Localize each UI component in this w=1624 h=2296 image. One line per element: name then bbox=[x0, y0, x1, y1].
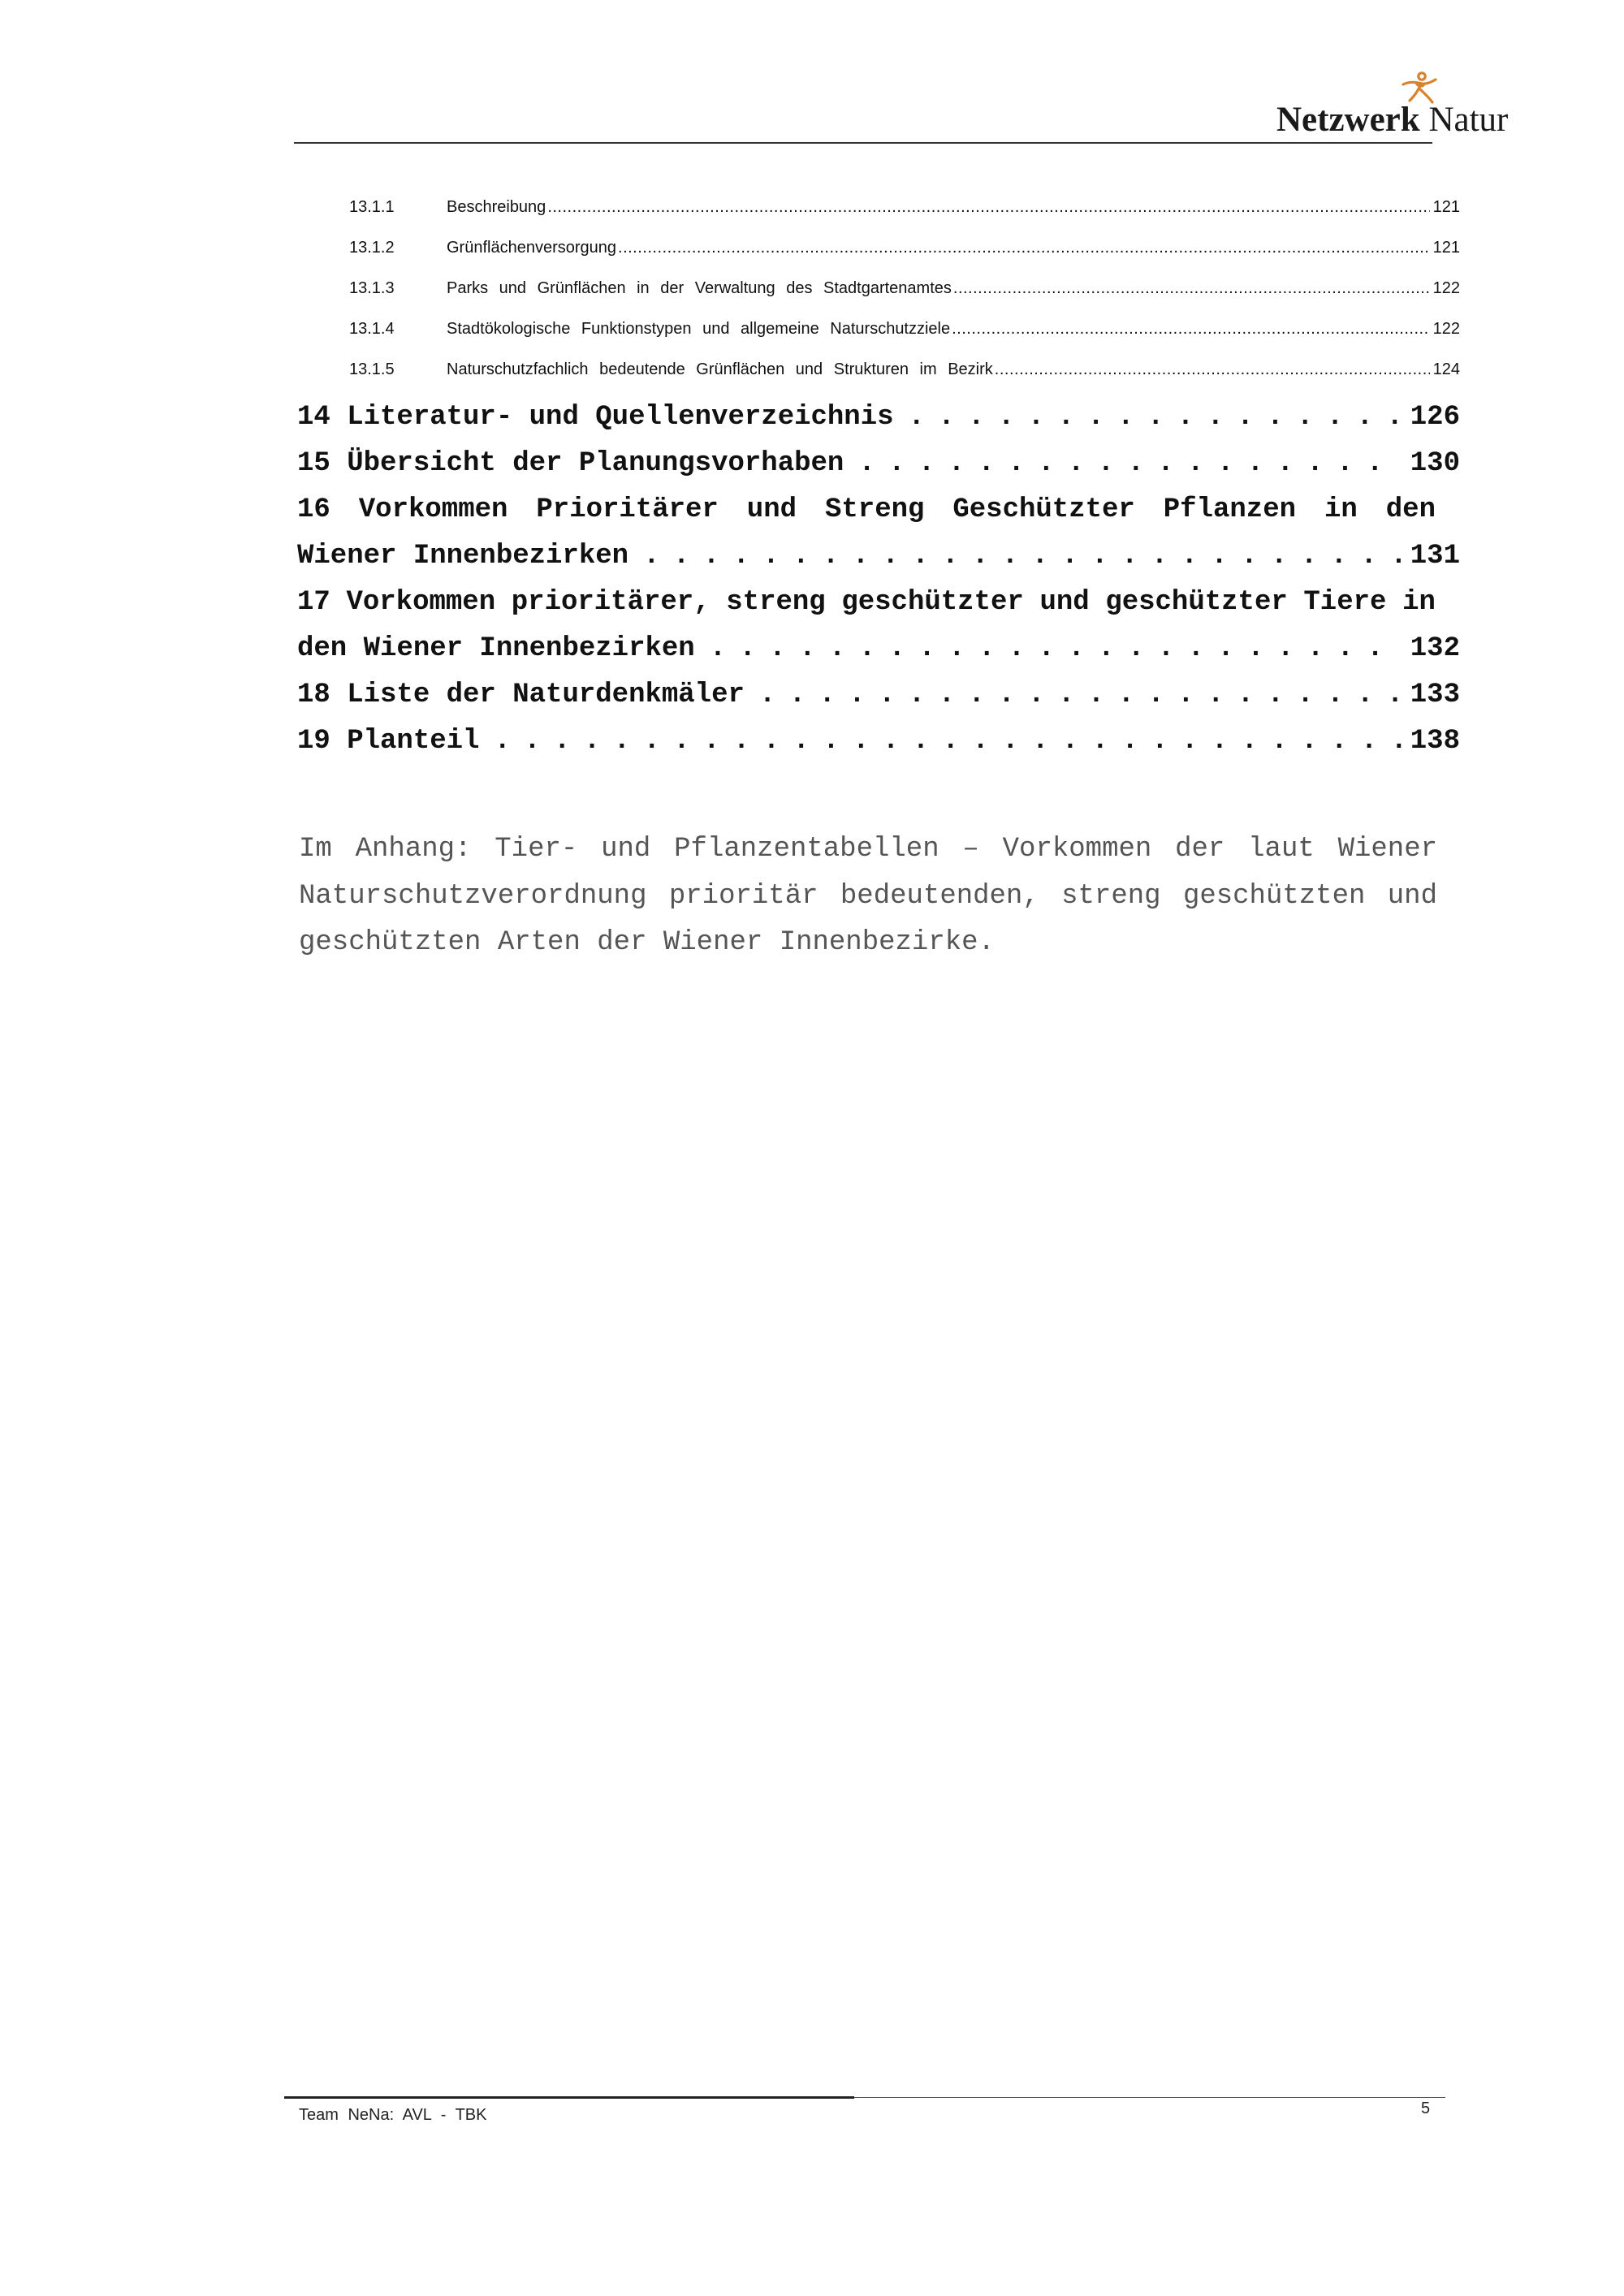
toc-dot-leader bbox=[618, 239, 1430, 257]
toc-chapter-title: 18 Liste der Naturdenkmäler bbox=[297, 680, 745, 710]
toc-chapter-page: 130 bbox=[1410, 448, 1460, 479]
toc-chapter-14[interactable] bbox=[297, 395, 1460, 441]
toc-chapter-title: 19 Planteil bbox=[297, 726, 480, 757]
toc-chapter-16-line1[interactable] bbox=[297, 487, 1436, 533]
toc-chapter-page: 138 bbox=[1410, 726, 1460, 757]
toc-entry-page: 124 bbox=[1432, 360, 1460, 378]
toc-entry-number: 13.1.2 bbox=[349, 239, 395, 257]
toc-word: und bbox=[1039, 587, 1090, 618]
toc-word: Prioritärer bbox=[536, 494, 719, 525]
appendix-note: Im Anhang: Tier- und Pflanzentabellen – Vorkommen der laut Wiener Naturschutzverordnung prioritär bedeutenden, streng geschützten und geschützten Arten der Wiener Innenbezirke. bbox=[299, 834, 1437, 958]
logo-word-natur: Natur bbox=[1428, 101, 1509, 139]
toc-word: in bbox=[1402, 587, 1436, 618]
toc-word: Vorkommen bbox=[346, 587, 496, 618]
toc-entry-title: Parks und Grünflächen in der Verwaltung des Stadtgartenamtes bbox=[447, 279, 952, 297]
orange-figure-icon bbox=[1400, 71, 1437, 104]
toc-entry-page: 121 bbox=[1432, 239, 1460, 257]
toc-entry-13-1-3[interactable] bbox=[349, 279, 1460, 304]
logo-word-netzwerk: Netzwerk bbox=[1276, 101, 1420, 139]
toc-word: geschützter bbox=[1105, 587, 1288, 618]
toc-chapter-18[interactable] bbox=[297, 672, 1460, 719]
toc-entry-page: 121 bbox=[1432, 198, 1460, 216]
toc-entry-13-1-2[interactable] bbox=[349, 239, 1460, 263]
toc-chapter-17-line2[interactable] bbox=[297, 626, 1460, 672]
toc-word: streng bbox=[726, 587, 826, 618]
netzwerk-natur-logo bbox=[1276, 71, 1512, 145]
toc-chapter-16-line2[interactable] bbox=[297, 533, 1460, 580]
toc-chapter-page: 133 bbox=[1410, 680, 1460, 710]
toc-dot-leader bbox=[953, 279, 1430, 298]
toc-entry-title: Naturschutzfachlich bedeutende Grünflächen und Strukturen im Bezirk bbox=[447, 360, 993, 378]
toc-word: den bbox=[1385, 494, 1436, 525]
toc-entry-title: Grünflächenversorgung bbox=[447, 239, 617, 257]
toc-word: Vorkommen bbox=[358, 494, 508, 525]
logo-wordmark bbox=[1276, 102, 1508, 137]
toc-chapter-title: den Wiener Innenbezirken bbox=[297, 633, 695, 664]
toc-dot-leader bbox=[858, 441, 1402, 487]
toc-entry-13-1-4[interactable] bbox=[349, 320, 1460, 344]
toc-dot-leader bbox=[710, 626, 1402, 672]
header-divider bbox=[294, 142, 1432, 144]
toc-word: Geschützter bbox=[952, 494, 1135, 525]
toc-dot-leader bbox=[643, 533, 1402, 580]
toc-word: Pflanzen bbox=[1163, 494, 1297, 525]
toc-chapter-19[interactable] bbox=[297, 719, 1460, 765]
toc-word: Streng bbox=[824, 494, 925, 525]
toc-word: 17 bbox=[297, 587, 330, 618]
toc-entry-page: 122 bbox=[1432, 320, 1460, 338]
toc-chapter-page: 132 bbox=[1410, 633, 1460, 664]
toc-entry-number: 13.1.5 bbox=[349, 360, 395, 378]
toc-chapter-17-line1[interactable] bbox=[297, 580, 1436, 626]
toc-dot-leader bbox=[952, 320, 1430, 339]
toc-word: und bbox=[746, 494, 797, 525]
toc-entry-title: Stadtökologische Funktionstypen und allgemeine Naturschutzziele bbox=[447, 320, 951, 338]
toc-dot-leader bbox=[909, 395, 1402, 441]
toc-word: Tiere bbox=[1303, 587, 1387, 618]
footer-team-label: Team NeNa: AVL - TBK bbox=[299, 2106, 487, 2124]
toc-dot-leader bbox=[494, 719, 1402, 765]
toc-word: 16 bbox=[297, 494, 330, 525]
toc-dot-leader bbox=[547, 198, 1429, 217]
toc-word: in bbox=[1324, 494, 1358, 525]
toc-chapter-15[interactable] bbox=[297, 441, 1460, 487]
toc-word: geschützter bbox=[841, 587, 1024, 618]
toc-entry-13-1-1[interactable] bbox=[349, 198, 1460, 222]
toc-entry-13-1-5[interactable] bbox=[349, 360, 1460, 385]
toc-chapter-title: Wiener Innenbezirken bbox=[297, 541, 629, 572]
page-number: 5 bbox=[1421, 2100, 1431, 2117]
toc-chapter-title: 14 Literatur- und Quellenverzeichnis bbox=[297, 402, 894, 433]
toc-main-chapters bbox=[297, 395, 1460, 765]
toc-entry-number: 13.1.3 bbox=[349, 279, 395, 297]
toc-dot-leader bbox=[759, 672, 1402, 719]
toc-entry-number: 13.1.4 bbox=[349, 320, 395, 338]
toc-chapter-title: 15 Übersicht der Planungsvorhaben bbox=[297, 448, 844, 479]
toc-word: prioritärer, bbox=[511, 587, 710, 618]
toc-chapter-page: 126 bbox=[1410, 402, 1460, 433]
toc-entry-page: 122 bbox=[1432, 279, 1460, 297]
toc-entry-title: Beschreibung bbox=[447, 198, 546, 216]
toc-dot-leader bbox=[995, 360, 1430, 379]
toc-chapter-page: 131 bbox=[1410, 541, 1460, 572]
toc-entry-number: 13.1.1 bbox=[349, 198, 395, 216]
footer-divider-accent bbox=[284, 2096, 854, 2099]
